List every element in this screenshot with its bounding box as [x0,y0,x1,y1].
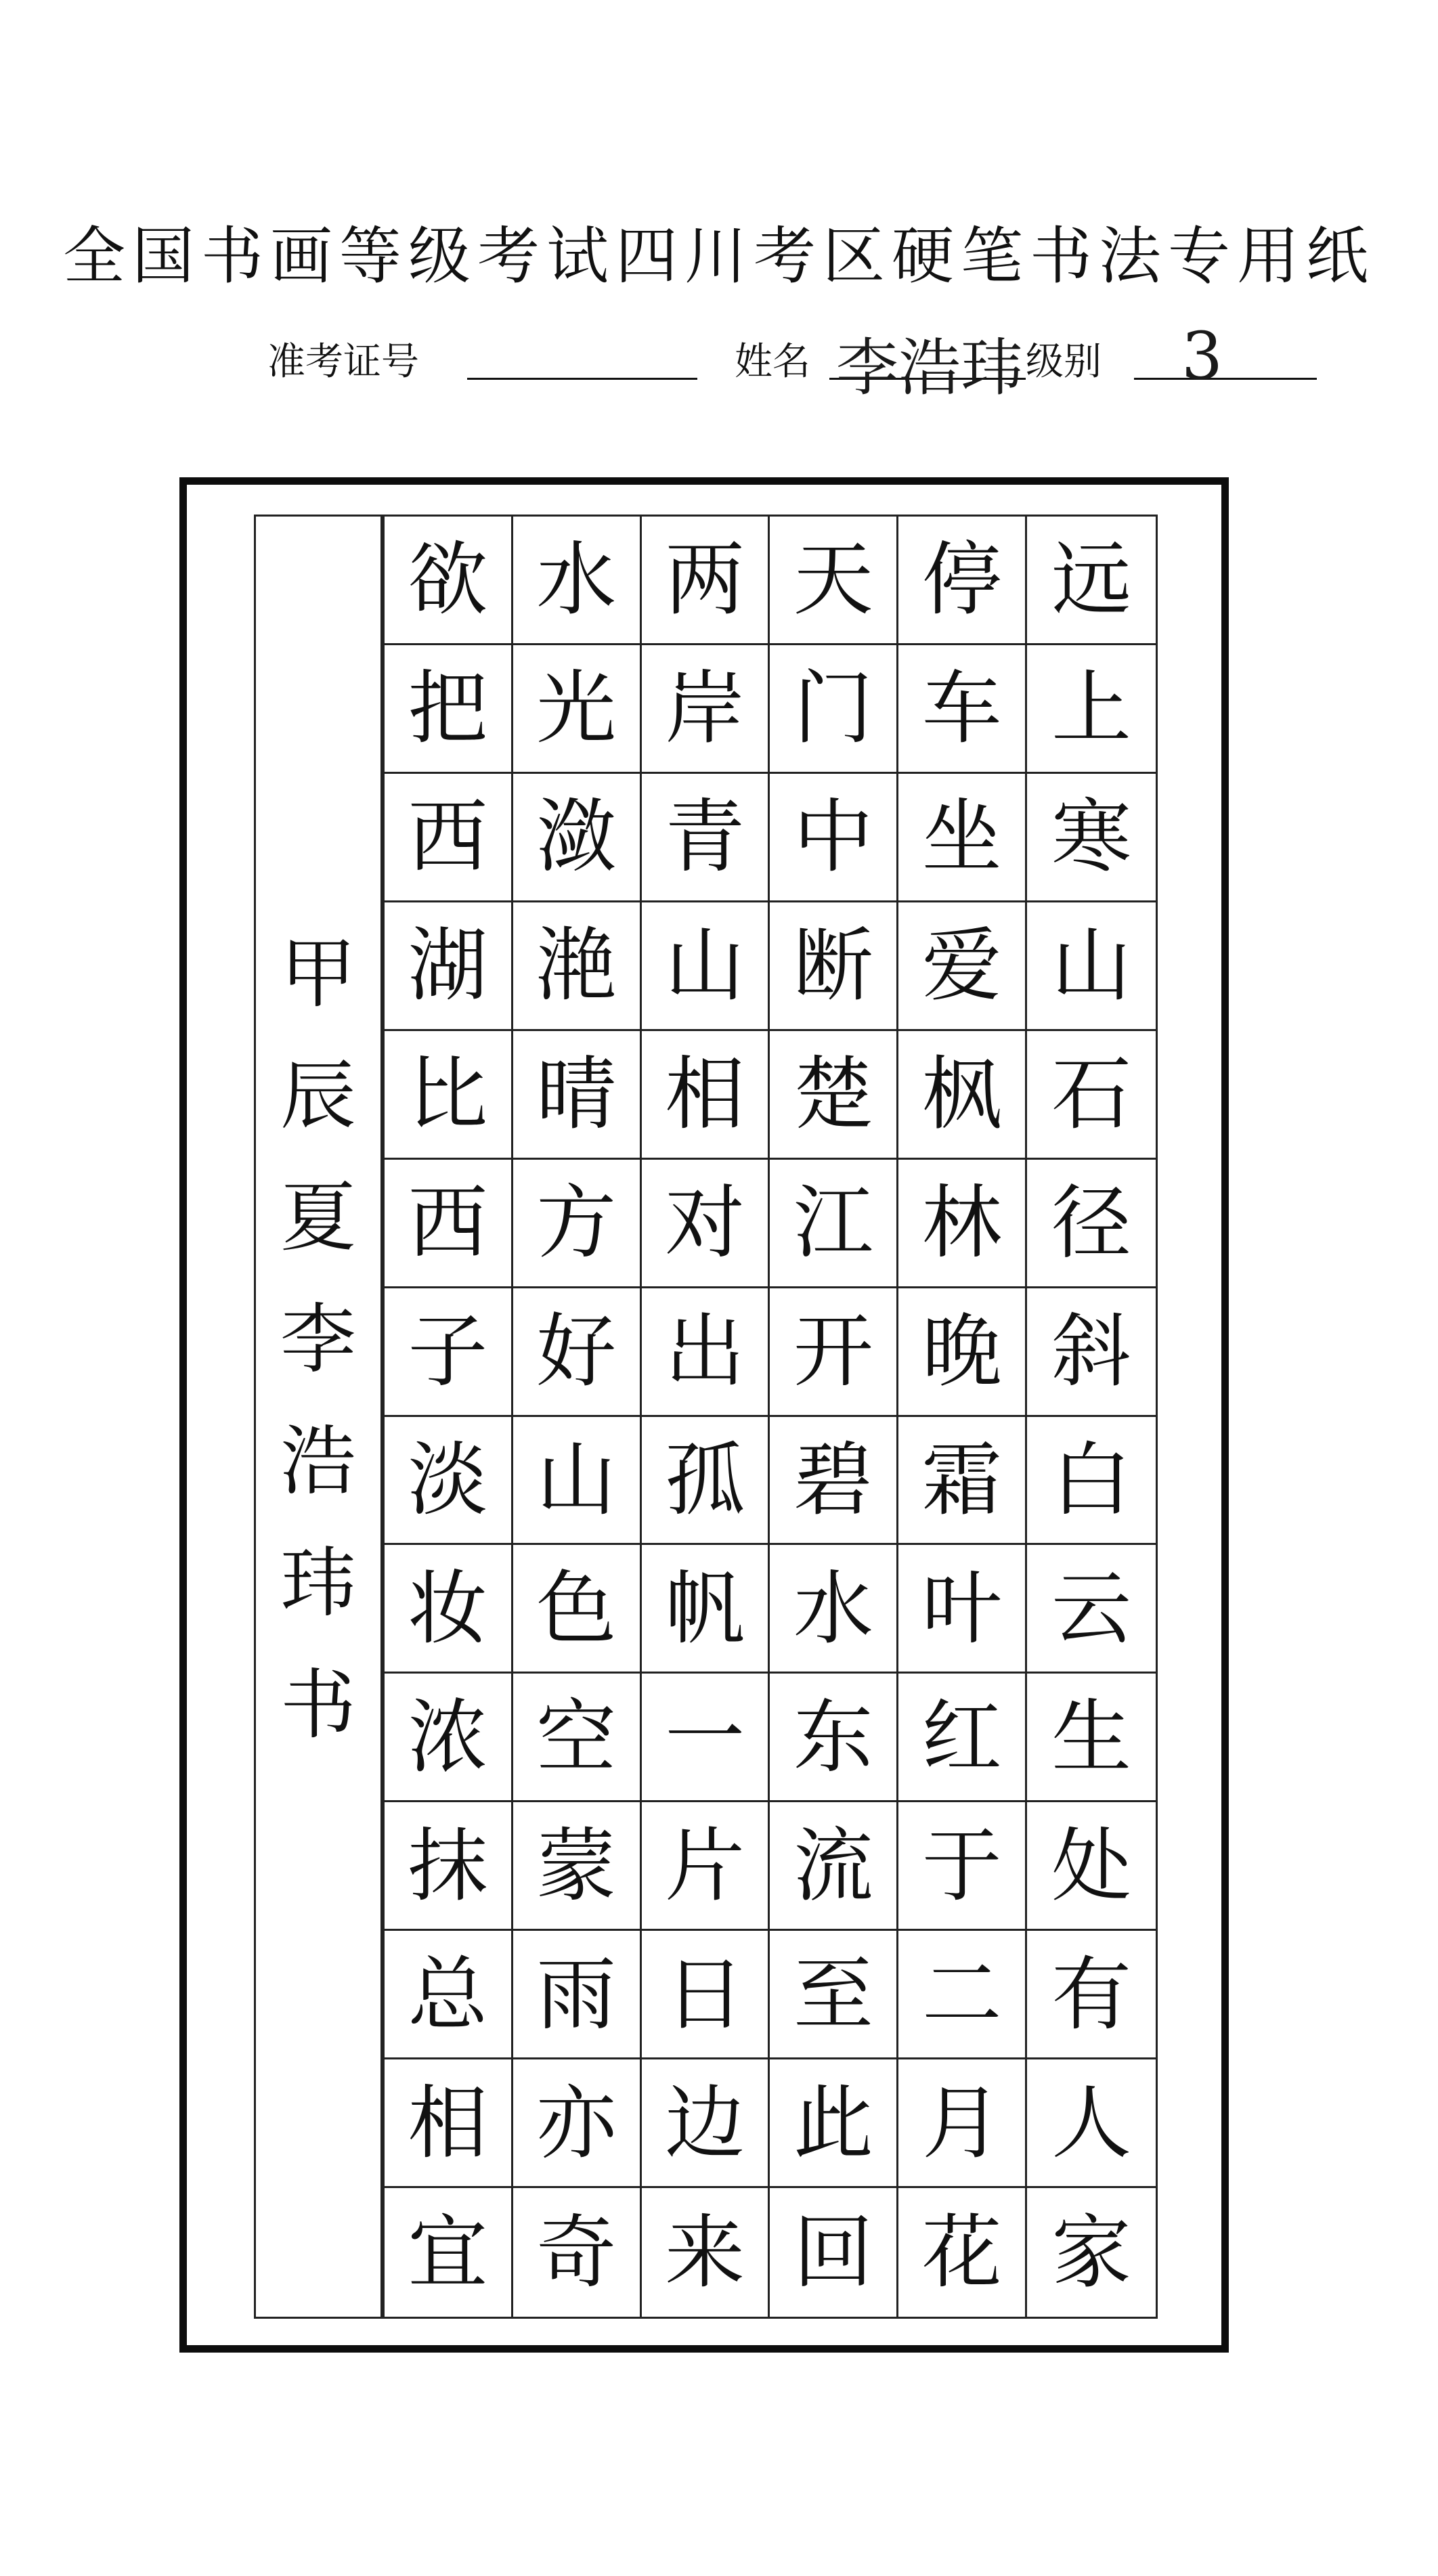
grid-cell: 门 [770,645,898,774]
grid-cell: 此 [770,2059,898,2188]
grid-cell: 来 [642,2188,770,2317]
grid-cell: 岸 [642,645,770,774]
grid-cell: 断 [770,902,898,1031]
grid-cell: 爱 [898,902,1027,1031]
signature-char: 甲 [280,930,356,1018]
grid-cell: 好 [513,1288,642,1417]
grid-cell: 晚 [898,1288,1027,1417]
grid-cell: 碧 [770,1417,898,1546]
grid-cell: 帆 [642,1545,770,1674]
grid-cell: 妆 [385,1545,513,1674]
grid-cell: 山 [1027,902,1156,1031]
grid-cell: 回 [770,2188,898,2317]
level-label: 级别 [1026,340,1102,384]
level-field [1134,378,1317,380]
exam-id-label: 准考证号 [267,340,419,384]
grid-cell: 枫 [898,1031,1027,1160]
grid-cell: 林 [898,1160,1027,1288]
grid-cell: 出 [642,1288,770,1417]
grid-cell: 滟 [513,902,642,1031]
grid-cell: 有 [1027,1931,1156,2059]
grid-cell: 天 [770,517,898,645]
grid-cell: 远 [1027,517,1156,645]
grid-cell: 雨 [513,1931,642,2059]
grid-cell: 欲 [385,517,513,645]
grid-cell: 比 [385,1031,513,1160]
signature-column [254,515,383,2319]
name-value: 李浩玮 [836,332,1024,404]
grid-cell: 上 [1027,645,1156,774]
grid-cell: 江 [770,1160,898,1288]
grid-cell: 于 [898,1802,1027,1931]
grid-cell: 亦 [513,2059,642,2188]
grid-cell: 白 [1027,1417,1156,1546]
level-value: 3 [1181,318,1223,394]
grid-cell: 石 [1027,1031,1156,1160]
signature-char: 浩 [280,1418,356,1506]
grid-cell: 色 [513,1545,642,1674]
grid-cell: 霜 [898,1417,1027,1546]
candidate-info-row [0,318,1438,404]
grid-cell: 水 [770,1545,898,1674]
signature-char: 夏 [280,1174,356,1262]
grid-cell: 对 [642,1160,770,1288]
grid-cell: 淡 [385,1417,513,1546]
grid-cell: 花 [898,2188,1027,2317]
name-label: 姓名 [735,340,810,384]
grid-cell: 处 [1027,1802,1156,1931]
grid-cell: 日 [642,1931,770,2059]
grid-cell: 生 [1027,1674,1156,1802]
grid-cell: 子 [385,1288,513,1417]
grid-cell: 青 [642,774,770,902]
grid-cell: 奇 [513,2188,642,2317]
signature-char: 书 [280,1661,356,1749]
grid-cell: 一 [642,1674,770,1802]
grid-cell: 云 [1027,1545,1156,1674]
grid-cell: 宜 [385,2188,513,2317]
grid-cell: 斜 [1027,1288,1156,1417]
grid-cell: 楚 [770,1031,898,1160]
grid-cell: 山 [513,1417,642,1546]
grid-cell: 晴 [513,1031,642,1160]
grid-cell: 叶 [898,1545,1027,1674]
grid-cell: 西 [385,774,513,902]
grid-cell: 总 [385,1931,513,2059]
grid-cell: 孤 [642,1417,770,1546]
grid-cell: 寒 [1027,774,1156,902]
grid-cell: 蒙 [513,1802,642,1931]
sheet-title: 全国书画等级考试四川考区硬笔书法专用纸 [62,220,1375,292]
grid-cell: 片 [642,1802,770,1931]
grid-cell: 径 [1027,1160,1156,1288]
grid-cell: 车 [898,645,1027,774]
grid-cell: 至 [770,1931,898,2059]
grid-cell: 开 [770,1288,898,1417]
grid-cell: 坐 [898,774,1027,902]
signature-char: 辰 [280,1052,356,1140]
poem-grid [383,515,1158,2319]
exam-id-field [467,378,697,380]
grid-cell: 相 [642,1031,770,1160]
grid-cell: 人 [1027,2059,1156,2188]
grid-cell: 流 [770,1802,898,1931]
grid-cell: 潋 [513,774,642,902]
signature-char: 李 [280,1296,356,1384]
grid-cell: 山 [642,902,770,1031]
grid-cell: 空 [513,1674,642,1802]
grid-cell: 湖 [385,902,513,1031]
grid-cell: 两 [642,517,770,645]
grid-cell: 红 [898,1674,1027,1802]
grid-cell: 西 [385,1160,513,1288]
grid-cell: 方 [513,1160,642,1288]
grid-cell: 中 [770,774,898,902]
grid-cell: 相 [385,2059,513,2188]
grid-cell: 停 [898,517,1027,645]
grid-cell: 东 [770,1674,898,1802]
grid-cell: 光 [513,645,642,774]
grid-cell: 浓 [385,1674,513,1802]
grid-cell: 水 [513,517,642,645]
grid-cell: 家 [1051,2206,1132,2300]
grid-cell: 月 [898,2059,1027,2188]
grid-cell: 把 [385,645,513,774]
grid-cell: 边 [642,2059,770,2188]
grid-cell: 二 [898,1931,1027,2059]
grid-cell: 抹 [385,1802,513,1931]
signature-char: 玮 [280,1540,356,1628]
